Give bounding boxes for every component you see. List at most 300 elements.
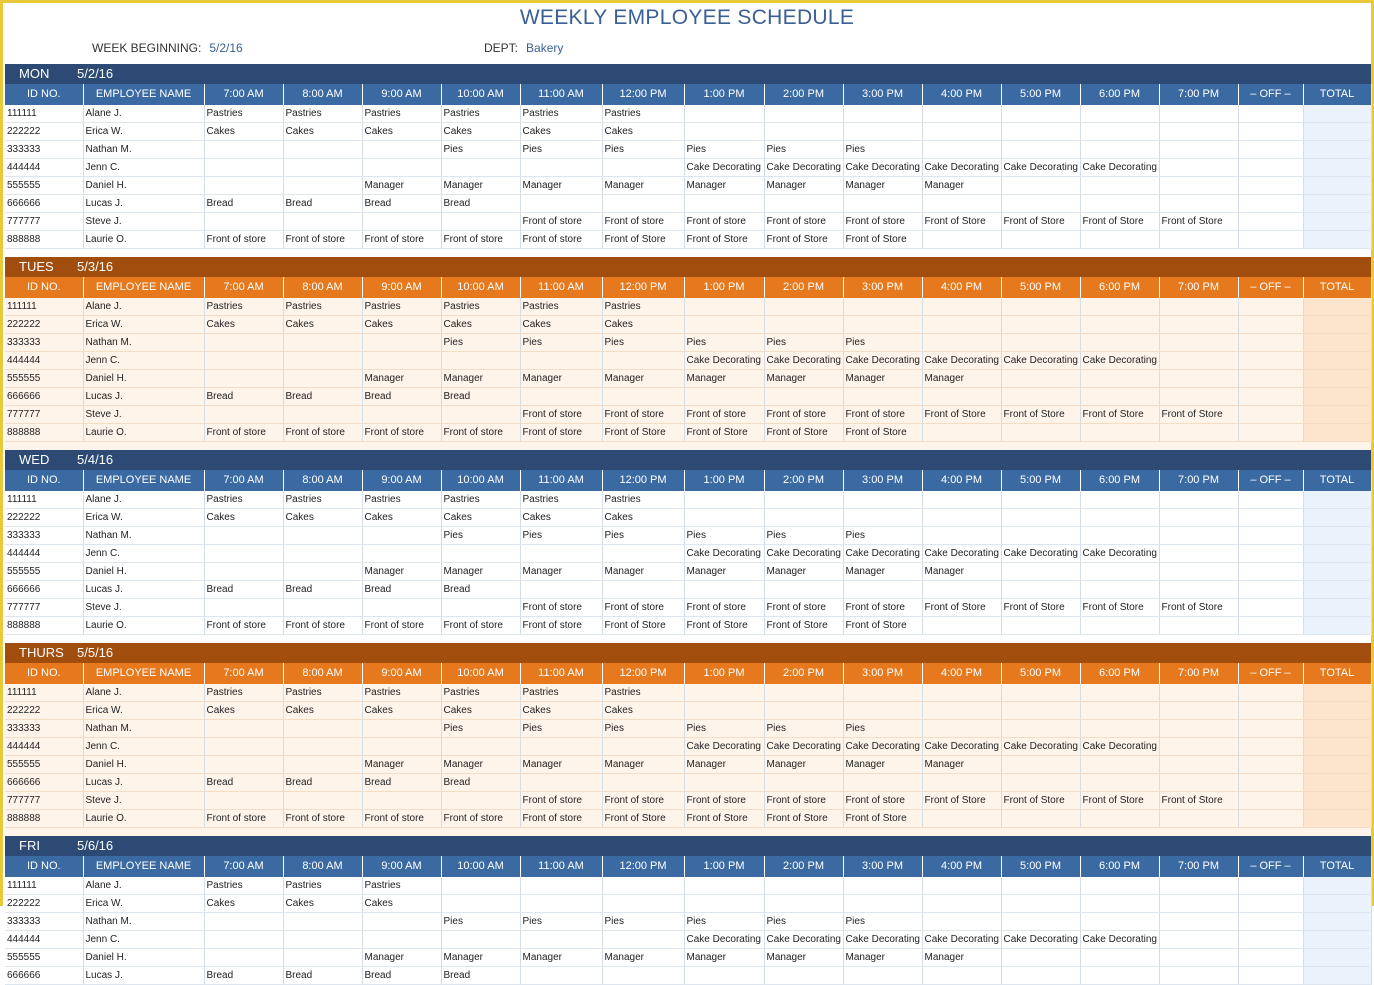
shift-cell[interactable]: [684, 195, 764, 213]
shift-cell[interactable]: [922, 967, 1001, 985]
shift-cell[interactable]: Pastries: [441, 105, 520, 123]
shift-cell[interactable]: [1001, 720, 1080, 738]
shift-cell[interactable]: [1238, 931, 1303, 949]
shift-cell[interactable]: Front of Store: [1159, 792, 1238, 810]
shift-cell[interactable]: Front of store: [204, 424, 283, 442]
shift-cell[interactable]: [1238, 581, 1303, 599]
shift-cell[interactable]: Front of Store: [922, 792, 1001, 810]
employee-name-cell[interactable]: Steve J.: [83, 213, 204, 231]
shift-cell[interactable]: Pies: [602, 913, 684, 931]
shift-cell[interactable]: Cakes: [602, 316, 684, 334]
shift-cell[interactable]: [1001, 810, 1080, 828]
employee-id-cell[interactable]: 222222: [5, 509, 83, 527]
off-cell[interactable]: [1303, 195, 1371, 213]
shift-cell[interactable]: [1238, 913, 1303, 931]
shift-cell[interactable]: Manager: [843, 370, 922, 388]
shift-cell[interactable]: Cakes: [520, 316, 602, 334]
shift-cell[interactable]: Manager: [602, 370, 684, 388]
shift-cell[interactable]: [1001, 334, 1080, 352]
shift-cell[interactable]: [1238, 895, 1303, 913]
shift-cell[interactable]: Bread: [283, 967, 362, 985]
shift-cell[interactable]: [283, 159, 362, 177]
shift-cell[interactable]: [843, 702, 922, 720]
shift-cell[interactable]: [1080, 895, 1159, 913]
shift-cell[interactable]: [1080, 756, 1159, 774]
shift-cell[interactable]: [843, 123, 922, 141]
shift-cell[interactable]: Cakes: [520, 509, 602, 527]
shift-cell[interactable]: Bread: [362, 774, 441, 792]
shift-cell[interactable]: Pies: [441, 720, 520, 738]
off-cell[interactable]: [1303, 509, 1371, 527]
shift-cell[interactable]: Manager: [684, 756, 764, 774]
shift-cell[interactable]: Manager: [843, 949, 922, 967]
shift-cell[interactable]: [1159, 931, 1238, 949]
shift-cell[interactable]: [1238, 720, 1303, 738]
shift-cell[interactable]: Front of Store: [1080, 599, 1159, 617]
shift-cell[interactable]: Front of Store: [843, 810, 922, 828]
shift-cell[interactable]: [1238, 877, 1303, 895]
employee-name-cell[interactable]: Laurie O.: [83, 617, 204, 635]
shift-cell[interactable]: [1080, 316, 1159, 334]
shift-cell[interactable]: Manager: [684, 177, 764, 195]
shift-cell[interactable]: Pies: [764, 141, 843, 159]
employee-name-cell[interactable]: Jenn C.: [83, 738, 204, 756]
shift-cell[interactable]: [843, 684, 922, 702]
shift-cell[interactable]: Manager: [441, 563, 520, 581]
shift-cell[interactable]: Front of store: [602, 406, 684, 424]
shift-cell[interactable]: Pies: [520, 913, 602, 931]
shift-cell[interactable]: [922, 509, 1001, 527]
shift-cell[interactable]: [1080, 141, 1159, 159]
shift-cell[interactable]: [843, 195, 922, 213]
shift-cell[interactable]: Cakes: [441, 316, 520, 334]
shift-cell[interactable]: [764, 581, 843, 599]
shift-cell[interactable]: [1001, 424, 1080, 442]
shift-cell[interactable]: [283, 527, 362, 545]
shift-cell[interactable]: [204, 370, 283, 388]
shift-cell[interactable]: Bread: [362, 967, 441, 985]
shift-cell[interactable]: [602, 738, 684, 756]
employee-name-cell[interactable]: Nathan M.: [83, 141, 204, 159]
shift-cell[interactable]: Cakes: [362, 316, 441, 334]
employee-name-cell[interactable]: Lucas J.: [83, 967, 204, 985]
shift-cell[interactable]: [1159, 316, 1238, 334]
employee-name-cell[interactable]: Lucas J.: [83, 774, 204, 792]
employee-name-cell[interactable]: Erica W.: [83, 895, 204, 913]
shift-cell[interactable]: [1238, 684, 1303, 702]
shift-cell[interactable]: [843, 877, 922, 895]
employee-id-cell[interactable]: 666666: [5, 774, 83, 792]
shift-cell[interactable]: Cakes: [204, 702, 283, 720]
shift-cell[interactable]: [764, 684, 843, 702]
shift-cell[interactable]: [1001, 949, 1080, 967]
shift-cell[interactable]: [1159, 967, 1238, 985]
shift-cell[interactable]: Front of Store: [1080, 792, 1159, 810]
shift-cell[interactable]: [1001, 370, 1080, 388]
shift-cell[interactable]: Pastries: [204, 684, 283, 702]
shift-cell[interactable]: Pastries: [204, 877, 283, 895]
shift-cell[interactable]: Cake Decorating: [764, 545, 843, 563]
employee-id-cell[interactable]: 555555: [5, 177, 83, 195]
shift-cell[interactable]: [1238, 527, 1303, 545]
shift-cell[interactable]: Cake Decorating: [1080, 545, 1159, 563]
shift-cell[interactable]: [1080, 123, 1159, 141]
employee-id-cell[interactable]: 222222: [5, 316, 83, 334]
employee-name-cell[interactable]: Alane J.: [83, 877, 204, 895]
shift-cell[interactable]: Cake Decorating: [684, 159, 764, 177]
off-cell[interactable]: [1303, 141, 1371, 159]
shift-cell[interactable]: [602, 388, 684, 406]
shift-cell[interactable]: [1159, 177, 1238, 195]
shift-cell[interactable]: Cakes: [283, 702, 362, 720]
shift-cell[interactable]: [1238, 702, 1303, 720]
shift-cell[interactable]: Cakes: [283, 316, 362, 334]
shift-cell[interactable]: [520, 352, 602, 370]
employee-id-cell[interactable]: 111111: [5, 298, 83, 316]
shift-cell[interactable]: Pies: [441, 334, 520, 352]
off-cell[interactable]: [1303, 491, 1371, 509]
shift-cell[interactable]: [684, 491, 764, 509]
shift-cell[interactable]: Pies: [684, 141, 764, 159]
shift-cell[interactable]: Bread: [362, 581, 441, 599]
shift-cell[interactable]: Cake Decorating: [843, 545, 922, 563]
shift-cell[interactable]: [1159, 334, 1238, 352]
shift-cell[interactable]: [1238, 949, 1303, 967]
shift-cell[interactable]: [362, 352, 441, 370]
shift-cell[interactable]: Front of Store: [764, 617, 843, 635]
shift-cell[interactable]: Front of Store: [1159, 406, 1238, 424]
shift-cell[interactable]: [1159, 388, 1238, 406]
off-cell[interactable]: [1303, 334, 1371, 352]
shift-cell[interactable]: [1080, 617, 1159, 635]
shift-cell[interactable]: [1001, 316, 1080, 334]
shift-cell[interactable]: [922, 877, 1001, 895]
shift-cell[interactable]: [922, 913, 1001, 931]
shift-cell[interactable]: [204, 738, 283, 756]
shift-cell[interactable]: [1159, 141, 1238, 159]
shift-cell[interactable]: [1159, 159, 1238, 177]
employee-name-cell[interactable]: Nathan M.: [83, 720, 204, 738]
off-cell[interactable]: [1303, 352, 1371, 370]
off-cell[interactable]: [1303, 877, 1371, 895]
shift-cell[interactable]: Manager: [684, 370, 764, 388]
department-value[interactable]: Bakery: [526, 41, 564, 55]
employee-name-cell[interactable]: Alane J.: [83, 491, 204, 509]
employee-id-cell[interactable]: 666666: [5, 388, 83, 406]
shift-cell[interactable]: [204, 949, 283, 967]
shift-cell[interactable]: Bread: [362, 195, 441, 213]
shift-cell[interactable]: [1159, 774, 1238, 792]
shift-cell[interactable]: [602, 877, 684, 895]
shift-cell[interactable]: [1238, 810, 1303, 828]
shift-cell[interactable]: [441, 159, 520, 177]
shift-cell[interactable]: Manager: [922, 756, 1001, 774]
off-cell[interactable]: [1303, 231, 1371, 249]
shift-cell[interactable]: Front of store: [520, 213, 602, 231]
shift-cell[interactable]: Manager: [764, 563, 843, 581]
shift-cell[interactable]: Pastries: [602, 105, 684, 123]
shift-cell[interactable]: Cake Decorating: [1080, 931, 1159, 949]
shift-cell[interactable]: [843, 895, 922, 913]
employee-name-cell[interactable]: Steve J.: [83, 792, 204, 810]
employee-id-cell[interactable]: 444444: [5, 545, 83, 563]
shift-cell[interactable]: [1159, 105, 1238, 123]
shift-cell[interactable]: [1238, 967, 1303, 985]
shift-cell[interactable]: [1159, 352, 1238, 370]
shift-cell[interactable]: Manager: [362, 949, 441, 967]
shift-cell[interactable]: Manager: [520, 756, 602, 774]
shift-cell[interactable]: Pies: [520, 334, 602, 352]
shift-cell[interactable]: [1159, 895, 1238, 913]
shift-cell[interactable]: [520, 738, 602, 756]
shift-cell[interactable]: [283, 370, 362, 388]
week-beginning-value[interactable]: 5/2/16: [209, 41, 243, 55]
shift-cell[interactable]: Cakes: [362, 895, 441, 913]
shift-cell[interactable]: Pies: [843, 527, 922, 545]
shift-cell[interactable]: [922, 581, 1001, 599]
off-cell[interactable]: [1303, 581, 1371, 599]
shift-cell[interactable]: Manager: [684, 563, 764, 581]
off-cell[interactable]: [1303, 792, 1371, 810]
shift-cell[interactable]: Cake Decorating: [764, 352, 843, 370]
shift-cell[interactable]: [1001, 195, 1080, 213]
shift-cell[interactable]: [684, 684, 764, 702]
shift-cell[interactable]: Manager: [764, 177, 843, 195]
employee-name-cell[interactable]: Steve J.: [83, 406, 204, 424]
employee-name-cell[interactable]: Daniel H.: [83, 949, 204, 967]
shift-cell[interactable]: Manager: [602, 756, 684, 774]
shift-cell[interactable]: [283, 177, 362, 195]
shift-cell[interactable]: [1001, 123, 1080, 141]
shift-cell[interactable]: Cake Decorating: [843, 352, 922, 370]
shift-cell[interactable]: Cake Decorating: [764, 159, 843, 177]
shift-cell[interactable]: [1001, 581, 1080, 599]
shift-cell[interactable]: Pastries: [283, 491, 362, 509]
shift-cell[interactable]: Cake Decorating: [1080, 738, 1159, 756]
shift-cell[interactable]: Pastries: [283, 684, 362, 702]
shift-cell[interactable]: Cake Decorating: [1001, 352, 1080, 370]
shift-cell[interactable]: Bread: [441, 967, 520, 985]
shift-cell[interactable]: [922, 141, 1001, 159]
shift-cell[interactable]: [362, 545, 441, 563]
employee-name-cell[interactable]: Nathan M.: [83, 913, 204, 931]
off-cell[interactable]: [1303, 967, 1371, 985]
off-cell[interactable]: [1303, 370, 1371, 388]
employee-id-cell[interactable]: 111111: [5, 877, 83, 895]
shift-cell[interactable]: Cakes: [204, 509, 283, 527]
shift-cell[interactable]: [764, 388, 843, 406]
shift-cell[interactable]: [1159, 491, 1238, 509]
employee-name-cell[interactable]: Jenn C.: [83, 931, 204, 949]
shift-cell[interactable]: [1238, 195, 1303, 213]
shift-cell[interactable]: [684, 702, 764, 720]
shift-cell[interactable]: [1080, 334, 1159, 352]
shift-cell[interactable]: [362, 931, 441, 949]
shift-cell[interactable]: [922, 388, 1001, 406]
shift-cell[interactable]: Manager: [362, 563, 441, 581]
shift-cell[interactable]: Pastries: [362, 877, 441, 895]
shift-cell[interactable]: Pies: [520, 720, 602, 738]
shift-cell[interactable]: Front of store: [362, 231, 441, 249]
shift-cell[interactable]: Cakes: [204, 316, 283, 334]
shift-cell[interactable]: [1238, 424, 1303, 442]
shift-cell[interactable]: Manager: [843, 177, 922, 195]
shift-cell[interactable]: Pies: [684, 334, 764, 352]
shift-cell[interactable]: [283, 334, 362, 352]
shift-cell[interactable]: Bread: [441, 774, 520, 792]
shift-cell[interactable]: [1001, 563, 1080, 581]
off-cell[interactable]: [1303, 617, 1371, 635]
shift-cell[interactable]: Pastries: [602, 491, 684, 509]
shift-cell[interactable]: Front of store: [520, 231, 602, 249]
shift-cell[interactable]: Bread: [441, 388, 520, 406]
employee-name-cell[interactable]: Alane J.: [83, 105, 204, 123]
shift-cell[interactable]: Manager: [441, 756, 520, 774]
shift-cell[interactable]: Front of store: [283, 231, 362, 249]
shift-cell[interactable]: [1080, 581, 1159, 599]
shift-cell[interactable]: [922, 895, 1001, 913]
shift-cell[interactable]: [1001, 913, 1080, 931]
shift-cell[interactable]: [602, 967, 684, 985]
shift-cell[interactable]: [922, 298, 1001, 316]
shift-cell[interactable]: Manager: [922, 949, 1001, 967]
shift-cell[interactable]: [1238, 141, 1303, 159]
shift-cell[interactable]: Cake Decorating: [922, 738, 1001, 756]
shift-cell[interactable]: [1001, 702, 1080, 720]
shift-cell[interactable]: Front of Store: [684, 231, 764, 249]
shift-cell[interactable]: Front of store: [204, 231, 283, 249]
employee-name-cell[interactable]: Daniel H.: [83, 370, 204, 388]
shift-cell[interactable]: Front of Store: [684, 424, 764, 442]
shift-cell[interactable]: [764, 774, 843, 792]
shift-cell[interactable]: Manager: [602, 177, 684, 195]
shift-cell[interactable]: Pies: [843, 334, 922, 352]
off-cell[interactable]: [1303, 756, 1371, 774]
shift-cell[interactable]: Front of Store: [1001, 406, 1080, 424]
shift-cell[interactable]: Pastries: [204, 298, 283, 316]
shift-cell[interactable]: Front of store: [764, 213, 843, 231]
off-cell[interactable]: [1303, 213, 1371, 231]
employee-name-cell[interactable]: Laurie O.: [83, 810, 204, 828]
employee-id-cell[interactable]: 555555: [5, 370, 83, 388]
shift-cell[interactable]: Cake Decorating: [684, 931, 764, 949]
employee-name-cell[interactable]: Daniel H.: [83, 177, 204, 195]
shift-cell[interactable]: [922, 720, 1001, 738]
shift-cell[interactable]: Front of Store: [602, 231, 684, 249]
shift-cell[interactable]: Pies: [764, 527, 843, 545]
shift-cell[interactable]: Cake Decorating: [1001, 545, 1080, 563]
shift-cell[interactable]: Cake Decorating: [1080, 159, 1159, 177]
shift-cell[interactable]: [441, 352, 520, 370]
shift-cell[interactable]: [764, 491, 843, 509]
shift-cell[interactable]: [362, 213, 441, 231]
shift-cell[interactable]: [1238, 231, 1303, 249]
shift-cell[interactable]: Manager: [764, 756, 843, 774]
shift-cell[interactable]: [764, 105, 843, 123]
shift-cell[interactable]: [362, 406, 441, 424]
shift-cell[interactable]: Front of Store: [922, 599, 1001, 617]
employee-name-cell[interactable]: Laurie O.: [83, 231, 204, 249]
shift-cell[interactable]: Cakes: [204, 895, 283, 913]
shift-cell[interactable]: Front of store: [843, 599, 922, 617]
shift-cell[interactable]: Manager: [922, 370, 1001, 388]
shift-cell[interactable]: Pies: [602, 141, 684, 159]
shift-cell[interactable]: [1080, 491, 1159, 509]
employee-id-cell[interactable]: 888888: [5, 810, 83, 828]
shift-cell[interactable]: [1238, 599, 1303, 617]
shift-cell[interactable]: Pies: [764, 334, 843, 352]
shift-cell[interactable]: Front of store: [441, 231, 520, 249]
shift-cell[interactable]: [1159, 913, 1238, 931]
shift-cell[interactable]: [1159, 527, 1238, 545]
shift-cell[interactable]: [843, 298, 922, 316]
shift-cell[interactable]: [362, 720, 441, 738]
shift-cell[interactable]: [1080, 105, 1159, 123]
shift-cell[interactable]: [1238, 756, 1303, 774]
employee-id-cell[interactable]: 666666: [5, 967, 83, 985]
shift-cell[interactable]: [441, 406, 520, 424]
shift-cell[interactable]: [684, 877, 764, 895]
shift-cell[interactable]: [1080, 913, 1159, 931]
shift-cell[interactable]: [684, 105, 764, 123]
shift-cell[interactable]: Cakes: [362, 123, 441, 141]
employee-id-cell[interactable]: 333333: [5, 527, 83, 545]
shift-cell[interactable]: [362, 141, 441, 159]
shift-cell[interactable]: [204, 545, 283, 563]
shift-cell[interactable]: [764, 877, 843, 895]
shift-cell[interactable]: Cake Decorating: [1080, 352, 1159, 370]
shift-cell[interactable]: [1080, 370, 1159, 388]
shift-cell[interactable]: Front of store: [520, 792, 602, 810]
shift-cell[interactable]: Pastries: [520, 684, 602, 702]
shift-cell[interactable]: Manager: [362, 756, 441, 774]
shift-cell[interactable]: [1080, 298, 1159, 316]
employee-name-cell[interactable]: Erica W.: [83, 702, 204, 720]
shift-cell[interactable]: Cake Decorating: [843, 931, 922, 949]
shift-cell[interactable]: Bread: [204, 581, 283, 599]
shift-cell[interactable]: Pastries: [283, 877, 362, 895]
shift-cell[interactable]: [283, 931, 362, 949]
shift-cell[interactable]: [283, 792, 362, 810]
shift-cell[interactable]: Front of store: [520, 599, 602, 617]
employee-name-cell[interactable]: Erica W.: [83, 509, 204, 527]
shift-cell[interactable]: [684, 123, 764, 141]
employee-name-cell[interactable]: Alane J.: [83, 684, 204, 702]
shift-cell[interactable]: Pies: [764, 913, 843, 931]
shift-cell[interactable]: [362, 527, 441, 545]
off-cell[interactable]: [1303, 388, 1371, 406]
shift-cell[interactable]: Pies: [441, 527, 520, 545]
employee-name-cell[interactable]: Lucas J.: [83, 195, 204, 213]
shift-cell[interactable]: [1238, 159, 1303, 177]
shift-cell[interactable]: [441, 895, 520, 913]
shift-cell[interactable]: [684, 581, 764, 599]
shift-cell[interactable]: Cake Decorating: [922, 931, 1001, 949]
employee-id-cell[interactable]: 777777: [5, 406, 83, 424]
shift-cell[interactable]: [764, 298, 843, 316]
employee-id-cell[interactable]: 555555: [5, 563, 83, 581]
off-cell[interactable]: [1303, 599, 1371, 617]
shift-cell[interactable]: Cake Decorating: [684, 545, 764, 563]
shift-cell[interactable]: Front of store: [684, 213, 764, 231]
shift-cell[interactable]: [204, 792, 283, 810]
shift-cell[interactable]: [1080, 949, 1159, 967]
shift-cell[interactable]: Manager: [520, 563, 602, 581]
shift-cell[interactable]: [922, 702, 1001, 720]
shift-cell[interactable]: Pastries: [441, 298, 520, 316]
shift-cell[interactable]: [1080, 177, 1159, 195]
shift-cell[interactable]: Cakes: [602, 702, 684, 720]
